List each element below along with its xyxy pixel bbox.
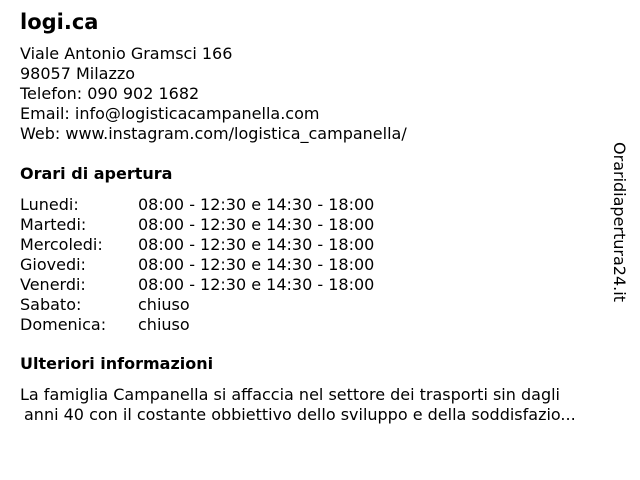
hours-row-wednesday [20,235,374,255]
address-block [20,44,407,144]
street-address: Viale Antonio Gramsci 166 [20,44,233,63]
web-line: Web: www.instagram.com/logistica_campanella/ [20,124,407,143]
watermark-text: Oraridiapertura24.it [610,142,630,302]
hours-row-monday [20,195,374,215]
hours-row-thursday [20,255,374,275]
day-label: Domenica: [20,315,107,334]
more-info-heading: Ulteriori informazioni [20,354,214,373]
day-label: Venerdi: [20,275,86,294]
site-watermark [598,134,640,310]
business-description [20,385,630,425]
day-label: Giovedi: [20,255,86,274]
day-label: Lunedi: [20,195,79,214]
day-hours: 08:00 - 12:30 e 14:30 - 18:00 [138,215,375,234]
description-line: La famiglia Campanella si affaccia nel settore dei trasporti sin dagli [20,385,560,404]
day-hours: 08:00 - 12:30 e 14:30 - 18:00 [138,255,375,274]
phone-line: Telefon: 090 902 1682 [20,84,200,103]
opening-hours-table [20,195,374,335]
day-label: Martedi: [20,215,87,234]
description-line: anni 40 con il costante obbiettivo dello sviluppo e della soddisfazio... [24,405,576,424]
day-hours: 08:00 - 12:30 e 14:30 - 18:00 [138,235,375,254]
opening-hours-heading: Orari di apertura [20,164,173,183]
day-hours: 08:00 - 12:30 e 14:30 - 18:00 [138,195,375,214]
day-hours: 08:00 - 12:30 e 14:30 - 18:00 [138,275,375,294]
day-hours: chiuso [138,315,190,334]
email-line: Email: info@logisticacampanella.com [20,104,320,123]
hours-row-saturday [20,295,374,315]
hours-row-sunday [20,315,374,335]
hours-row-friday [20,275,374,295]
business-name: logi.ca [20,10,99,34]
day-label: Sabato: [20,295,82,314]
day-hours: chiuso [138,295,190,314]
postal-city: 98057 Milazzo [20,64,136,83]
hours-row-tuesday [20,215,374,235]
day-label: Mercoledi: [20,235,103,254]
